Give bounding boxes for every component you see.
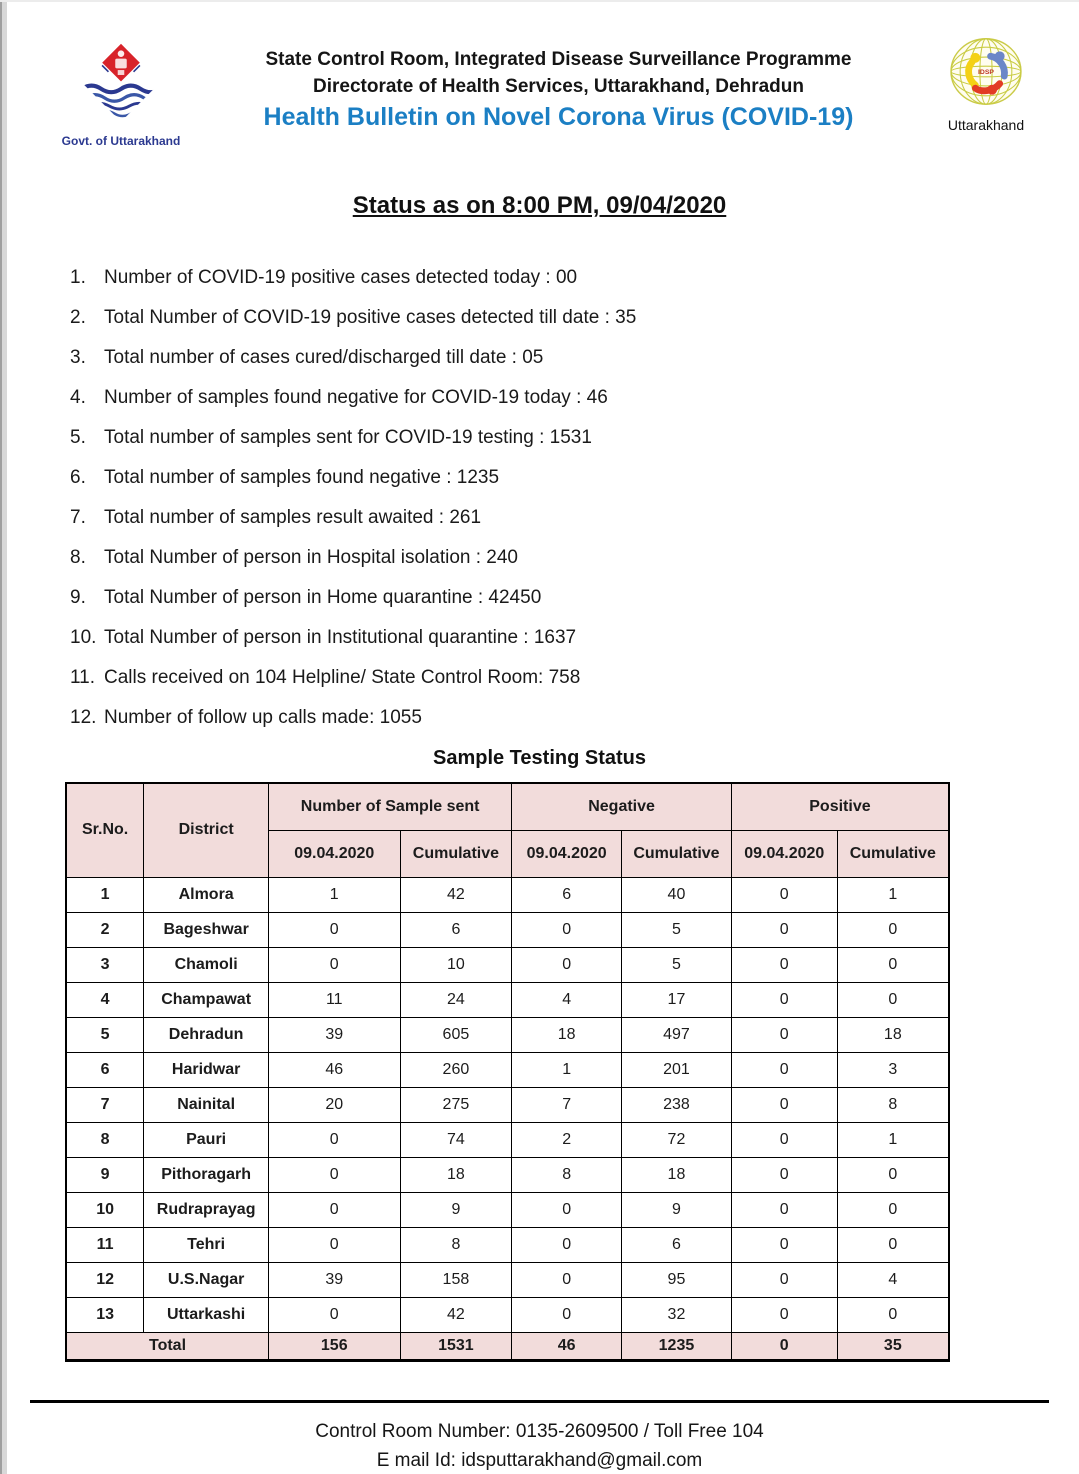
idsp-globe-icon — [948, 36, 1024, 110]
item-text: Total number of cases cured/discharged till date : 05 — [104, 347, 544, 368]
item-number: 9. — [70, 587, 86, 608]
cell-srno: 10 — [66, 1192, 144, 1227]
item-number: 6. — [70, 467, 86, 488]
cell-district: Rudraprayag — [144, 1192, 269, 1227]
idsp-logo-caption: Uttarakhand — [947, 117, 1025, 133]
item-text: Total Number of COVID-19 positive cases detected till date : 35 — [104, 307, 637, 328]
item-number: 5. — [70, 427, 86, 448]
cell-value: 0 — [731, 1297, 837, 1332]
cell-value: 18 — [512, 1017, 622, 1052]
table-total-row — [66, 1332, 949, 1360]
subheader-date: 09.04.2020 — [269, 830, 400, 877]
table-row — [66, 1017, 949, 1052]
cell-value: 72 — [622, 1122, 732, 1157]
cell-srno: 9 — [66, 1157, 144, 1192]
cell-srno: 6 — [66, 1052, 144, 1087]
title-block — [186, 40, 931, 132]
scan-left-edge — [0, 0, 7, 1474]
cell-value: 6 — [512, 877, 622, 912]
cell-value: 18 — [400, 1157, 512, 1192]
cell-value: 0 — [837, 1192, 949, 1227]
bulletin-title: Health Bulletin on Novel Corona Virus (COVID-19) — [263, 103, 854, 131]
cell-value: 18 — [622, 1157, 732, 1192]
subheader-date: 09.04.2020 — [731, 830, 837, 877]
table-row — [66, 1262, 949, 1297]
govt-uttarakhand-emblem-icon — [80, 40, 162, 128]
list-item — [70, 507, 1079, 528]
subheader-cumulative: Cumulative — [837, 830, 949, 877]
cell-value: 7 — [512, 1087, 622, 1122]
cell-value: 201 — [622, 1052, 732, 1087]
item-number: 11. — [70, 667, 96, 688]
item-text: Number of samples found negative for COVID-19 today : 46 — [104, 387, 608, 408]
list-item — [70, 347, 1079, 368]
cell-value: 0 — [731, 1262, 837, 1297]
cell-value: 2 — [512, 1122, 622, 1157]
cell-value: 0 — [731, 1122, 837, 1157]
status-heading: Status as on 8:00 PM, 09/04/2020 — [352, 192, 727, 219]
cell-value: 0 — [837, 982, 949, 1017]
cell-total-value: 1531 — [400, 1332, 512, 1360]
cell-value: 11 — [269, 982, 400, 1017]
col-group-negative: Negative — [512, 783, 732, 830]
item-number: 7. — [70, 507, 86, 528]
cell-value: 0 — [512, 1297, 622, 1332]
govt-logo-block — [56, 40, 186, 148]
cell-value: 74 — [400, 1122, 512, 1157]
cell-value: 0 — [269, 1122, 400, 1157]
col-header-srno: Sr.No. — [66, 783, 144, 877]
cell-district: Tehri — [144, 1227, 269, 1262]
cell-value: 0 — [512, 1262, 622, 1297]
cell-value: 0 — [731, 1017, 837, 1052]
cell-value: 8 — [400, 1227, 512, 1262]
table-row — [66, 1052, 949, 1087]
cell-value: 0 — [269, 947, 400, 982]
cell-srno: 5 — [66, 1017, 144, 1052]
cell-district: Dehradun — [144, 1017, 269, 1052]
cell-value: 0 — [837, 1297, 949, 1332]
table-header-group-row — [66, 783, 949, 830]
cell-total-value: 0 — [731, 1332, 837, 1360]
item-text: Total Number of person in Institutional quarantine : 1637 — [104, 627, 577, 648]
cell-value: 9 — [400, 1192, 512, 1227]
table-row — [66, 1087, 949, 1122]
idsp-logo-block — [931, 36, 1041, 133]
item-text: Calls received on 104 Helpline/ State Control Room: 758 — [104, 667, 581, 688]
cell-srno: 4 — [66, 982, 144, 1017]
cell-value: 39 — [269, 1017, 400, 1052]
cell-district: Pithoragarh — [144, 1157, 269, 1192]
cell-value: 0 — [731, 1157, 837, 1192]
cell-total-value: 46 — [512, 1332, 622, 1360]
cell-value: 0 — [837, 947, 949, 982]
list-item — [70, 547, 1079, 568]
cell-value: 0 — [269, 1157, 400, 1192]
item-text: Total number of samples found negative : 1235 — [104, 467, 500, 488]
cell-value: 0 — [731, 1052, 837, 1087]
cell-value: 32 — [622, 1297, 732, 1332]
table-title: Sample Testing Status — [432, 747, 646, 769]
cell-value: 0 — [731, 1087, 837, 1122]
email-id: E mail Id: idsputtarakhand@gmail.com — [376, 1449, 703, 1471]
cell-district: Bageshwar — [144, 912, 269, 947]
cell-srno: 1 — [66, 877, 144, 912]
cell-value: 275 — [400, 1087, 512, 1122]
cell-value: 0 — [731, 877, 837, 912]
cell-value: 158 — [400, 1262, 512, 1297]
cell-srno: 7 — [66, 1087, 144, 1122]
cell-value: 0 — [269, 1227, 400, 1262]
table-row — [66, 1192, 949, 1227]
sample-testing-table — [65, 782, 950, 1362]
list-item — [70, 427, 1079, 448]
cell-value: 3 — [837, 1052, 949, 1087]
cell-srno: 13 — [66, 1297, 144, 1332]
col-group-positive: Positive — [731, 783, 949, 830]
header — [0, 0, 1079, 148]
govt-logo-caption: Govt. of Uttarakhand — [61, 134, 181, 148]
cell-value: 6 — [400, 912, 512, 947]
cell-srno: 2 — [66, 912, 144, 947]
cell-district: Champawat — [144, 982, 269, 1017]
subheader-cumulative: Cumulative — [622, 830, 732, 877]
item-number: 1. — [70, 267, 86, 288]
cell-value: 0 — [731, 982, 837, 1017]
cell-value: 18 — [837, 1017, 949, 1052]
table-row — [66, 947, 949, 982]
item-text: Number of follow up calls made: 1055 — [104, 707, 422, 728]
table-row — [66, 1227, 949, 1262]
cell-value: 0 — [837, 912, 949, 947]
cell-value: 1 — [837, 877, 949, 912]
item-number: 12. — [70, 707, 97, 728]
cell-value: 0 — [731, 1227, 837, 1262]
cell-value: 95 — [622, 1262, 732, 1297]
cell-value: 0 — [269, 1192, 400, 1227]
cell-value: 1 — [837, 1122, 949, 1157]
cell-value: 39 — [269, 1262, 400, 1297]
footer — [0, 1417, 1079, 1474]
summary-list — [70, 267, 1079, 728]
item-number: 10. — [70, 627, 97, 648]
cell-value: 0 — [512, 1192, 622, 1227]
cell-value: 5 — [622, 947, 732, 982]
table-row — [66, 1297, 949, 1332]
cell-value: 42 — [400, 877, 512, 912]
cell-value: 0 — [731, 1192, 837, 1227]
table-row — [66, 1157, 949, 1192]
list-item — [70, 627, 1079, 648]
cell-value: 0 — [837, 1157, 949, 1192]
cell-value: 0 — [512, 1227, 622, 1262]
cell-value: 1 — [269, 877, 400, 912]
cell-district: Uttarkashi — [144, 1297, 269, 1332]
cell-total-value: 35 — [837, 1332, 949, 1360]
item-number: 3. — [70, 347, 86, 368]
table-row — [66, 1122, 949, 1157]
cell-value: 5 — [622, 912, 732, 947]
col-header-district: District — [144, 783, 269, 877]
item-text: Total number of samples result awaited : 261 — [104, 507, 482, 528]
cell-value: 497 — [622, 1017, 732, 1052]
cell-value: 1 — [512, 1052, 622, 1087]
cell-value: 4 — [512, 982, 622, 1017]
cell-value: 260 — [400, 1052, 512, 1087]
cell-srno: 8 — [66, 1122, 144, 1157]
list-item — [70, 267, 1079, 288]
cell-value: 238 — [622, 1087, 732, 1122]
item-text: Total Number of person in Home quarantine : 42450 — [104, 587, 542, 608]
cell-district: Almora — [144, 877, 269, 912]
cell-value: 46 — [269, 1052, 400, 1087]
cell-value: 605 — [400, 1017, 512, 1052]
item-number: 8. — [70, 547, 86, 568]
table-row — [66, 982, 949, 1017]
subheader-cumulative: Cumulative — [400, 830, 512, 877]
idsp-center-text: IDSP — [978, 68, 994, 76]
cell-value: 9 — [622, 1192, 732, 1227]
cell-value: 24 — [400, 982, 512, 1017]
subheader-date: 09.04.2020 — [512, 830, 622, 877]
cell-srno: 3 — [66, 947, 144, 982]
cell-district: Haridwar — [144, 1052, 269, 1087]
cell-value: 17 — [622, 982, 732, 1017]
cell-value: 0 — [731, 947, 837, 982]
cell-district: U.S.Nagar — [144, 1262, 269, 1297]
cell-value: 42 — [400, 1297, 512, 1332]
col-group-sample-sent: Number of Sample sent — [269, 783, 512, 830]
cell-value: 6 — [622, 1227, 732, 1262]
cell-total-label: Total — [66, 1332, 269, 1360]
item-text: Total Number of person in Hospital isolation : 240 — [104, 547, 519, 568]
list-item — [70, 467, 1079, 488]
cell-district: Nainital — [144, 1087, 269, 1122]
cell-total-value: 1235 — [622, 1332, 732, 1360]
cell-value: 8 — [837, 1087, 949, 1122]
cell-value: 40 — [622, 877, 732, 912]
cell-value: 0 — [269, 912, 400, 947]
cell-srno: 11 — [66, 1227, 144, 1262]
cell-value: 4 — [837, 1262, 949, 1297]
cell-value: 8 — [512, 1157, 622, 1192]
cell-value: 10 — [400, 947, 512, 982]
list-item — [70, 707, 1079, 728]
cell-value: 0 — [837, 1227, 949, 1262]
control-room-number: Control Room Number: 0135-2609500 / Toll Free 104 — [315, 1420, 764, 1442]
list-item — [70, 667, 1079, 688]
cell-district: Chamoli — [144, 947, 269, 982]
item-text: Number of COVID-19 positive cases detected today : 00 — [104, 267, 578, 288]
scan-top-edge — [0, 0, 1079, 2]
cell-district: Pauri — [144, 1122, 269, 1157]
list-item — [70, 587, 1079, 608]
table-row — [66, 912, 949, 947]
cell-value: 0 — [512, 912, 622, 947]
cell-value: 0 — [731, 912, 837, 947]
org-line-1: State Control Room, Integrated Disease Surveillance Programme — [265, 49, 852, 70]
org-line-2: Directorate of Health Services, Uttarakhand, Dehradun — [313, 76, 804, 97]
item-number: 4. — [70, 387, 86, 408]
list-item — [70, 307, 1079, 328]
item-number: 2. — [70, 307, 86, 328]
item-text: Total number of samples sent for COVID-19 testing : 1531 — [104, 427, 592, 448]
footer-divider — [30, 1400, 1049, 1403]
cell-srno: 12 — [66, 1262, 144, 1297]
cell-value: 0 — [269, 1297, 400, 1332]
cell-value: 0 — [512, 947, 622, 982]
cell-total-value: 156 — [269, 1332, 400, 1360]
table-row — [66, 877, 949, 912]
cell-value: 20 — [269, 1087, 400, 1122]
list-item — [70, 387, 1079, 408]
